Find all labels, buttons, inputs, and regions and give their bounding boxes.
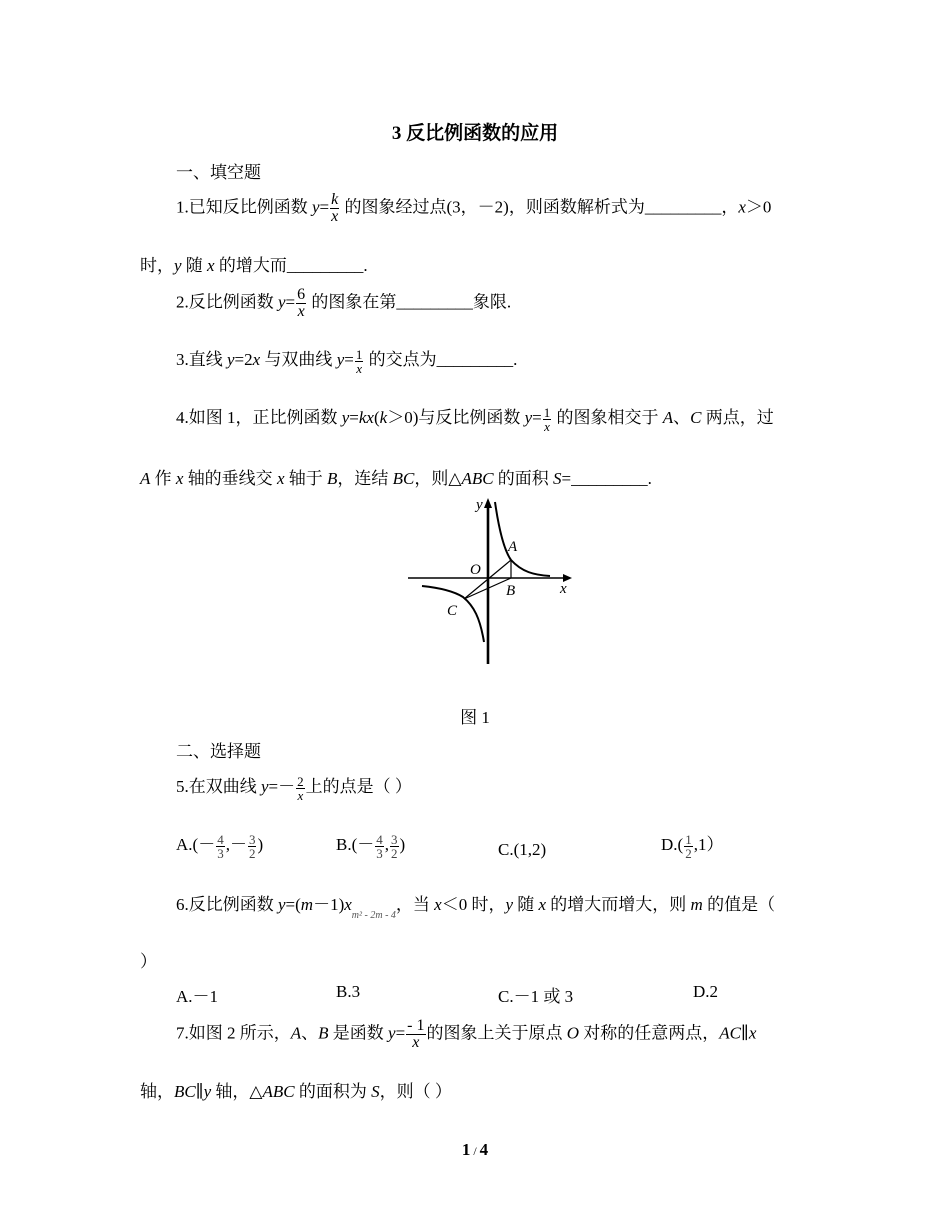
- hyperbola-branch-first-quadrant: [495, 502, 550, 576]
- question-1-line-1: 1.已知反比例函数 y= $\frac{k}{x}$ 的图象经过点(3，－2)，则函数解析式为_________，x＞0: [176, 191, 772, 225]
- question-5-option-c: C.(1,2): [498, 840, 547, 859]
- question-3: 3.直线 y=2x 与双曲线 y= $\frac{1}{x}$ 的交点为_________.: [176, 346, 518, 376]
- question-5-option-d: D.( $\frac{1}{2}$ ,1）: [661, 831, 724, 861]
- section-heading-multiple-choice: 二、选择题: [176, 742, 261, 761]
- fraction-1-over-x: $\frac{1}{x}$: [543, 404, 551, 434]
- question-6-option-a: A.－1: [176, 987, 219, 1006]
- fraction-6-over-x: $\frac{6}{x}$: [297, 286, 306, 320]
- exponent: m² - 2m - 4: [351, 910, 396, 921]
- label-O: O: [470, 562, 481, 578]
- label-C: C: [447, 603, 458, 619]
- question-5-option-b: B.(－ $\frac{4}{3}$ , $\frac{3}{2}$ ): [336, 831, 406, 861]
- figure-1-caption: 图 1: [460, 708, 490, 727]
- question-4-line-2: A 作 x 轴的垂线交 x 轴于 B，连结 BC，则△ABC 的面积 S=_________.: [140, 469, 652, 488]
- figure-1-graph: [400, 492, 580, 667]
- fraction-2-over-x: $\frac{2}{x}$: [297, 773, 304, 803]
- page-title: 3 反比例函数的应用: [391, 123, 559, 144]
- question-5: 5.在双曲线 y=－ $\frac{2}{x}$ 上的点是（ ）: [176, 773, 412, 803]
- fraction-k-over-x: $\frac{k}{x}$: [331, 191, 339, 225]
- question-6-option-d: D.2: [693, 982, 719, 1001]
- question-6-option-c: C.－1 或 3: [498, 987, 574, 1006]
- question-5-option-a: A.(－ $\frac{4}{3}$ ,－ $\frac{3}{2}$ ): [176, 831, 264, 861]
- section-heading-fill-blank: 一、填空题: [176, 163, 261, 182]
- fraction-neg1-over-x: $\frac{- 1}{x}$: [407, 1017, 425, 1051]
- label-B: B: [506, 583, 516, 599]
- question-6-option-b: B.3: [336, 982, 361, 1001]
- question-7-line-1: 7.如图 2 所示，A、B 是函数 y= $\frac{- 1}{x}$ 的图象上关于原点 O 对称的任意两点，AC∥x: [176, 1017, 757, 1051]
- question-6-line-2: ）: [140, 952, 157, 971]
- y-axis-arrow: [484, 498, 492, 508]
- fraction-1-over-x: $\frac{1}{x}$: [355, 346, 363, 376]
- question-4-line-1: 4.如图 1，正比例函数 y=kx(k＞0)与反比例函数 y= $\frac{1}{x}$ 的图象相交于 A、C 两点，过: [176, 404, 774, 434]
- label-A: A: [508, 539, 518, 555]
- question-7-line-2: 轴，BC∥y 轴，△ABC 的面积为 S，则（ ）: [140, 1082, 452, 1101]
- page-number: 1 / 4: [461, 1140, 489, 1159]
- question-6-line-1: 6.反比例函数 $y=(m-1)x_{m^2 - 2m - 4}$，当 x＜0 时，y 随 x 的增大而增大，则 m 的值是（: [176, 895, 776, 921]
- question-1-line-2: 时，y 随 x 的增大而_________.: [140, 256, 368, 275]
- question-2: 2.反比例函数 y= $\frac{6}{x}$ 的图象在第_________象限.: [176, 286, 512, 320]
- label-y: y: [476, 497, 483, 513]
- label-x: x: [560, 581, 567, 597]
